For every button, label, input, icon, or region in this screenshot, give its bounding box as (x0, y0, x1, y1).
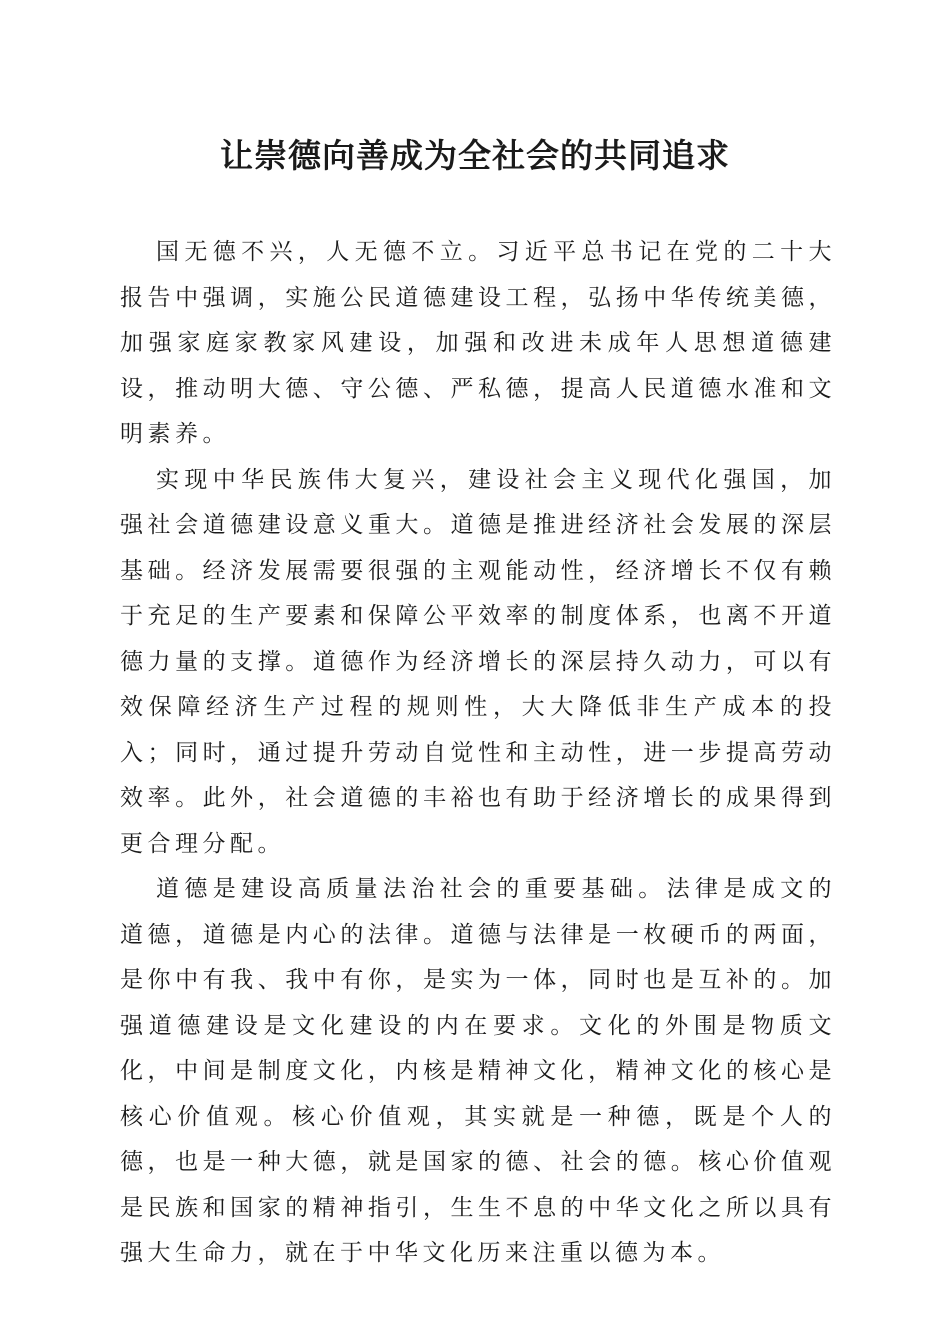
paragraph: 国无德不兴，人无德不立。习近平总书记在党的二十大报告中强调，实施公民道德建设工程，弘扬中华传统美德，加强家庭家教家风建设，加强和改进未成年人思想道德建设，推动明大德、守公德、严私德，提高人民道德水准和文明素养。 (120, 239, 836, 447)
paragraph: 道德是建设高质量法治社会的重要基础。法律是成文的道德，道德是内心的法律。道德与法律是一枚硬币的两面，是你中有我、我中有你，是实为一体，同时也是互补的。加强道德建设是文化建设的内在要求。文化的外围是物质文化，中间是制度文化，内核是精神文化，精神文化的核心是核心价值观。核心价值观，其实就是一种德，既是个人的德，也是一种大德，就是国家的德、社会的德。核心价值观是民族和国家的精神指引，生生不息的中华文化之所以具有强大生命力，就在于中华文化历来注重以德为本。 (120, 876, 836, 1266)
document-title: 让崇德向善成为全社会的共同追求 (220, 136, 730, 175)
document-body (120, 230, 836, 1277)
paragraph: 实现中华民族伟大复兴，建设社会主义现代化强国，加强社会道德建设意义重大。道德是推进经济社会发展的深层基础。经济发展需要很强的主观能动性，经济增长不仅有赖于充足的生产要素和保障公平效率的制度体系，也离不开道德力量的支撑。道德作为经济增长的深层持久动力，可以有效保障经济生产过程的规则性，大大降低非生产成本的投入；同时，通过提升劳动自觉性和主动性，进一步提高劳动效率。此外，社会道德的丰裕也有助于经济增长的成果得到更合理分配。 (120, 466, 836, 857)
